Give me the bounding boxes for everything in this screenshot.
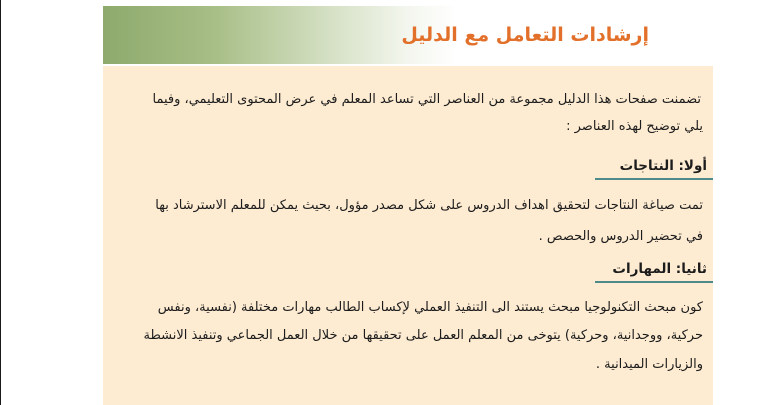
skills-line-2: حركية، ووجدانية، وحركية) يتوخى من المعلم العمل على تحقيقها من خلال العمل الجماعي وتنفيذ الانشطة [143, 328, 703, 343]
section-heading-skills: ثانيا: المهارات [612, 261, 707, 277]
skills-line-3: والزيارات الميدانية . [595, 357, 703, 372]
skills-line-1: كون مبحث التكنولوجيا مبحث يستند الى التنفيذ العملي لإكساب الطالب مهارات مختلفة (نفسية، ونفس [157, 300, 703, 315]
outcomes-line-2: في تحضير الدروس والحصص . [538, 229, 703, 244]
page-title: إرشادات التعامل مع الدليل [401, 24, 649, 46]
outcomes-line-1: تمت صياغة النتاجات لتحقيق اهداف الدروس على شكل مصدر مؤول، بحيث يمكن للمعلم الاسترشاد بها [155, 198, 703, 213]
section-heading-skills-underline [595, 281, 713, 283]
intro-line-2: يلي توضيح لهذه العناصر : [566, 119, 703, 134]
header-banner [103, 6, 713, 64]
content-box [103, 66, 713, 405]
section-heading-outcomes-underline [595, 178, 713, 180]
section-heading-outcomes: أولا: النتاجات [619, 158, 707, 174]
page-left-border [0, 0, 1, 405]
intro-line-1: تضمنت صفحات هذا الدليل مجموعة من العناصر التي تساعد المعلم في عرض المحتوى التعليمي، وفيما [152, 92, 701, 107]
